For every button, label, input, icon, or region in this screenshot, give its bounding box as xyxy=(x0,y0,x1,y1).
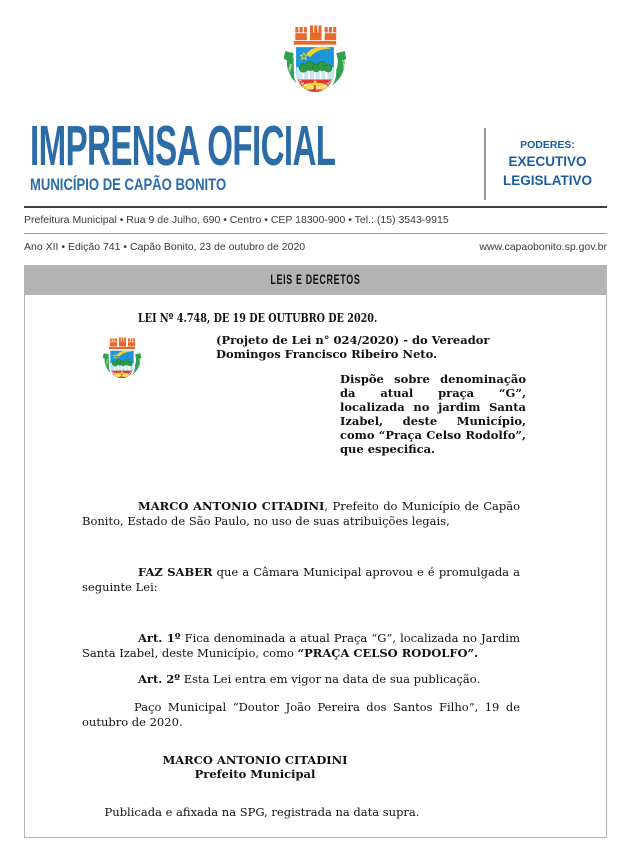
project-line-1: (Projeto de Lei n° 024/2020) - do Vereador xyxy=(216,333,490,347)
address-line: Prefeitura Municipal • Rua 9 de Julho, 690 • Centro • CEP 18300-900 • Tel.: (15) 3543-9915 xyxy=(24,214,449,226)
preamble-paragraph: MARCO ANTONIO CITADINI, Prefeito do Município de Capão Bonito, Estado de São Paulo, no uso de suas atribuições legais, xyxy=(82,499,520,528)
power-executivo: EXECUTIVO xyxy=(508,154,587,169)
page-title: IMPRENSA OFICIAL xyxy=(30,114,336,178)
masthead-subtitle: MUNICÍPIO DE CAPÃO BONITO xyxy=(30,175,227,194)
publication-note: Publicada e afixada na SPG, registrada na data supra. xyxy=(104,805,420,819)
signature-role: Prefeito Municipal xyxy=(194,767,316,781)
coat-of-arms-icon xyxy=(276,22,354,117)
section-header-label: LEIS E DECRETOS xyxy=(270,271,361,287)
article-1: Art. 1º Fica denominada a atual Praça “G”, localizada no Jardim Santa Izabel, deste Município, como “PRAÇA CELSO RODOLFO”. xyxy=(82,631,520,660)
mayor-name: MARCO ANTONIO CITADINI xyxy=(138,499,325,513)
divider-middle xyxy=(24,233,607,234)
project-reference xyxy=(216,333,520,361)
signature-name: MARCO ANTONIO CITADINI xyxy=(162,753,348,767)
coat-of-arms-small-icon xyxy=(98,335,146,394)
website-text: www.capaobonito.sp.gov.br xyxy=(479,241,607,253)
section-header xyxy=(24,265,607,294)
law-summary: Dispõe sobre denominação da atual praça “G”, localizada no jardim Santa Izabel, deste Município, como “Praça Celso Rodolfo”, que especifica. xyxy=(340,372,526,456)
masthead xyxy=(30,114,557,194)
edition-info: Ano XII • Edição 741 • Capão Bonito, 23 de outubro de 2020 xyxy=(24,241,306,253)
project-line-2: Domingos Francisco Ribeiro Neto. xyxy=(216,347,438,361)
powers-label: PODERES: xyxy=(520,139,575,151)
article-2: Art. 2º Esta Lei entra em vigor na data de sua publicação. xyxy=(138,672,481,686)
date-line: Paço Municipal “Doutor João Pereira dos Santos Filho”, 19 de outubro de 2020. xyxy=(82,700,520,729)
powers-block xyxy=(484,128,609,200)
faz-saber-paragraph: FAZ SABER que a Câmara Municipal aprovou e é promulgada a seguinte Lei: xyxy=(82,565,520,594)
document-body xyxy=(24,294,607,838)
edition-row xyxy=(24,241,607,253)
law-title: LEI Nº 4.748, DE 19 DE OUTUBRO DE 2020. xyxy=(138,311,378,325)
signature-block xyxy=(82,753,428,781)
power-legislativo: LEGISLATIVO xyxy=(502,173,592,188)
divider-top xyxy=(24,206,607,208)
